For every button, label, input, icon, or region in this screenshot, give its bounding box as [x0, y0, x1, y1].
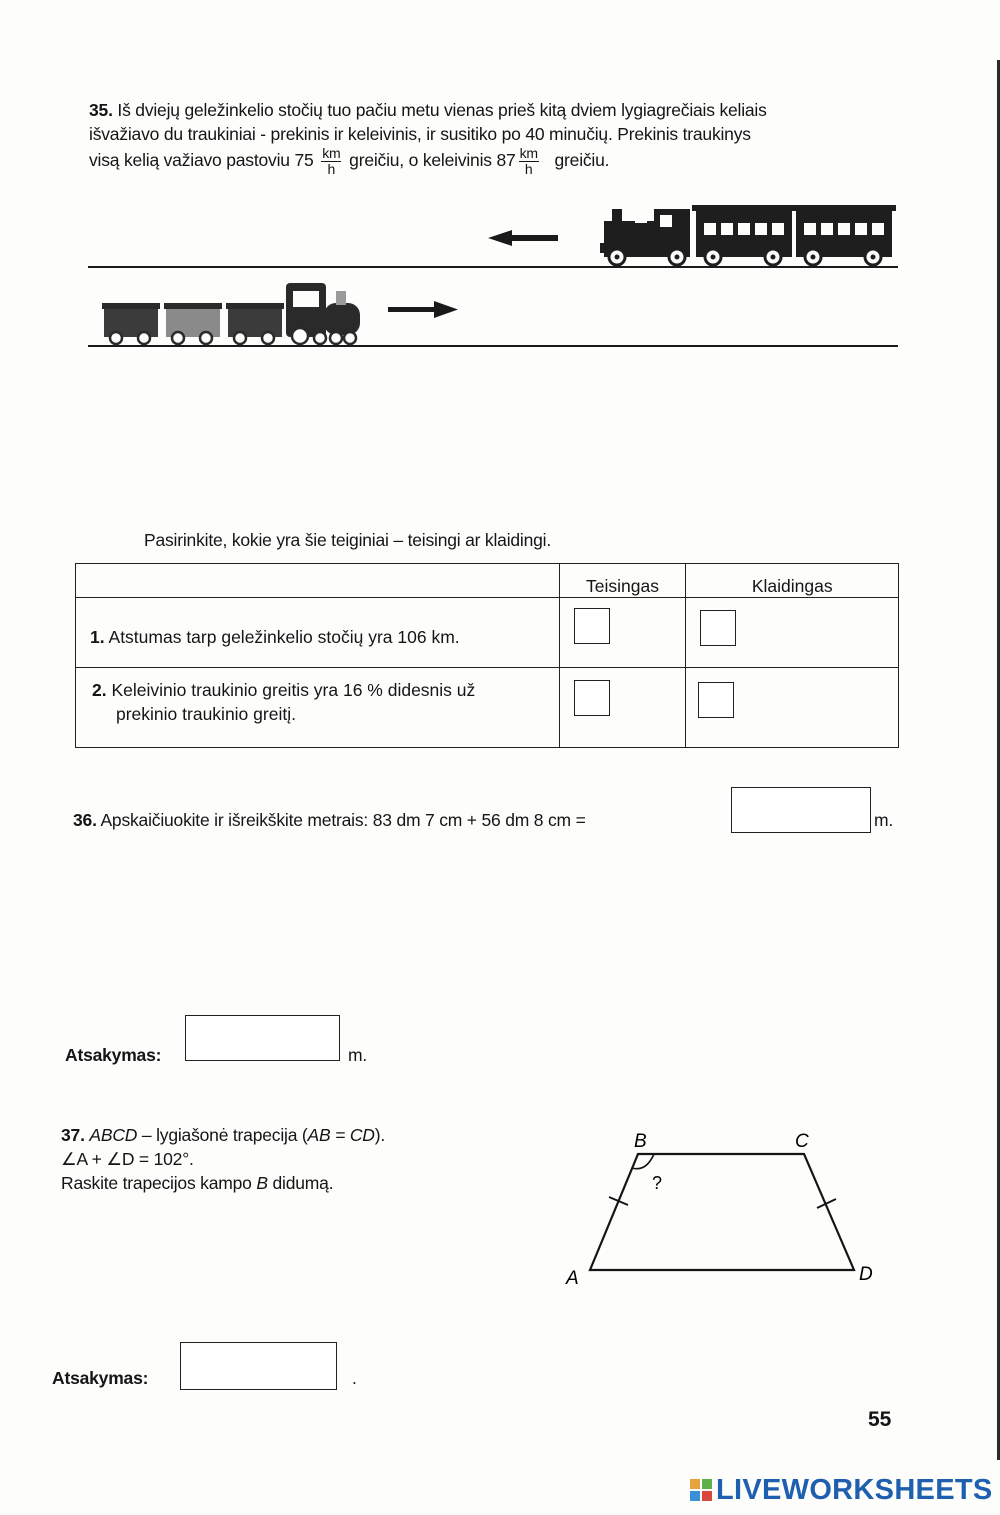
- q37-text: 37. ABCD – lygiašonė trapecija (AB = CD). ∠A + ∠D = 102°. Raskite trapecijos kampo B didumą.: [61, 1125, 385, 1193]
- q36-answer-label: Atsakymas:: [65, 1045, 162, 1065]
- statement-1: 1. Atstumas tarp geležinkelio stočių yra 106 km.: [76, 598, 560, 668]
- statement-1-false-checkbox[interactable]: [700, 610, 736, 646]
- vertex-label-a: A: [566, 1268, 579, 1289]
- page-number: 55: [868, 1408, 892, 1431]
- vertex-label-b: B: [634, 1131, 647, 1152]
- vertex-label-d: D: [859, 1264, 873, 1285]
- left-arrow-icon: [488, 230, 558, 246]
- statement-1-true-checkbox[interactable]: [574, 608, 610, 644]
- vertex-label-c: C: [795, 1131, 809, 1152]
- unit-fraction-1: $\frac{km}{h}$: [322, 145, 341, 177]
- q37-answer-label: Atsakymas:: [52, 1368, 149, 1388]
- right-arrow-icon: [388, 301, 458, 318]
- statement-2-false-checkbox[interactable]: [698, 682, 734, 718]
- q36-number: 36.: [73, 810, 97, 830]
- q37-number: 37.: [61, 1125, 85, 1145]
- passenger-train-icon: [600, 205, 896, 265]
- true-false-table: [75, 563, 899, 748]
- statement-2: 2. Keleivinio traukinio greitis yra 16 % didesnis už prekinio traukinio greitį.: [76, 668, 560, 748]
- q36-answer-box[interactable]: [185, 1015, 340, 1061]
- trapezoid-shape: [590, 1154, 854, 1270]
- q36-text: 36. Apskaičiuokite ir išreikškite metrais: 83 dm 7 cm + 56 dm 8 cm =: [73, 810, 586, 830]
- column-header-false: Klaidingas: [686, 564, 899, 598]
- q35-text: [89, 98, 919, 177]
- trapezoid-diagram: [560, 1120, 890, 1295]
- statement-2-true-checkbox[interactable]: [574, 680, 610, 716]
- q35-line2: išvažiavo du traukiniai - prekinis ir keleivinis, ir susitiko po 40 minučių. Prekinis traukinys: [89, 124, 751, 144]
- q37-answer-box[interactable]: [180, 1342, 337, 1390]
- q36-answer-unit: m.: [348, 1045, 368, 1065]
- angle-question-mark: ?: [652, 1173, 663, 1193]
- q37-condition: ∠A + ∠D = 102°.: [61, 1149, 194, 1169]
- q36-inline-answer-box[interactable]: [731, 787, 871, 833]
- column-header-true: Teisingas: [559, 564, 686, 598]
- liveworksheets-logo: LIVEWORKSHEETS: [690, 1474, 993, 1507]
- q35-line3-a: visą kelią važiavo pastoviu 75: [89, 150, 314, 171]
- q35-instruction: Pasirinkite, kokie yra šie teiginiai – teisingi ar klaidingi.: [144, 530, 552, 550]
- unit-fraction-2: $\frac{km}{h}$: [519, 145, 538, 177]
- q36-unit: m.: [874, 810, 894, 830]
- trains-illustration: [80, 195, 910, 360]
- q35-line1: Iš dviejų geležinkelio stočių tuo pačiu metu vienas prieš kitą dviem lygiagrečiais keliais: [117, 100, 767, 120]
- freight-train-icon: [102, 283, 360, 344]
- liveworksheets-logo-icon: [690, 1479, 712, 1501]
- q35-line3-c: greičiu.: [554, 150, 610, 171]
- q37-answer-end: .: [352, 1368, 357, 1388]
- q35-line3-b: greičiu, o keleivinis 87: [349, 150, 516, 171]
- q35-number: 35.: [89, 100, 113, 120]
